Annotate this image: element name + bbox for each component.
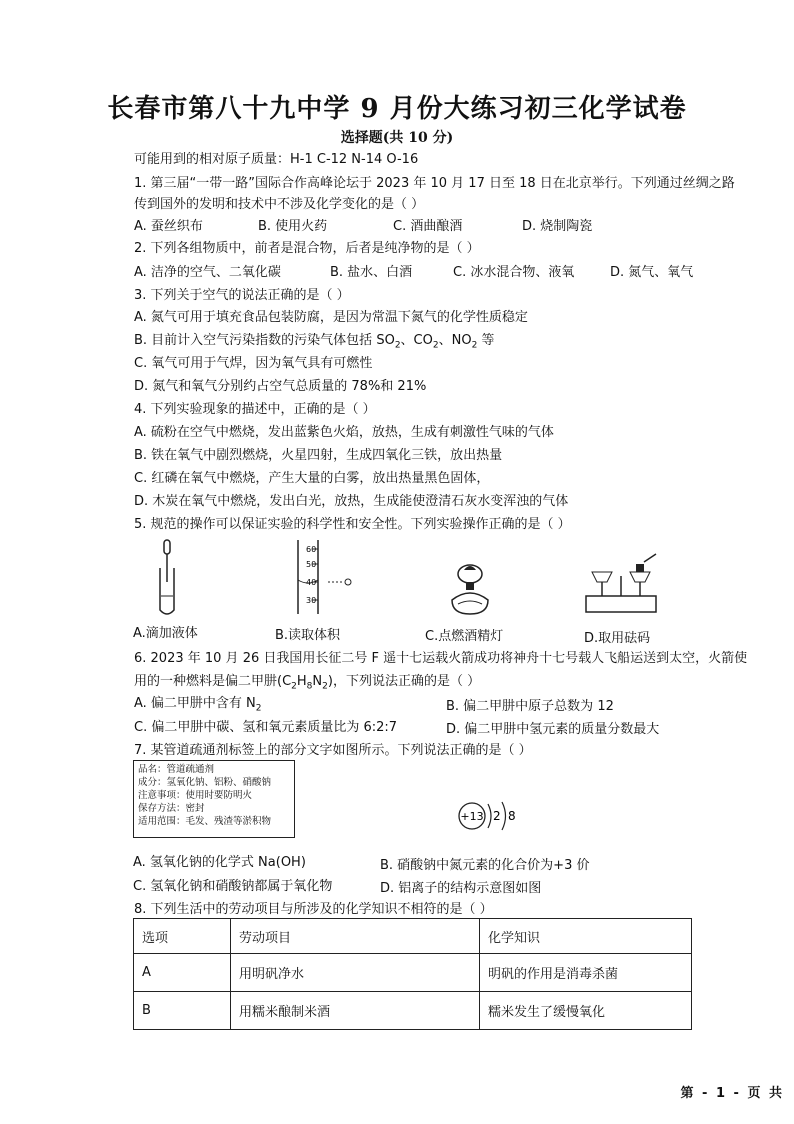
table-header-cell: 化学知识 bbox=[480, 919, 692, 954]
table-row bbox=[134, 992, 692, 1030]
label-line-storage: 保存方法：密封 bbox=[138, 803, 205, 814]
q7-option-a: A. 氢氧化钠的化学式 Na(OH) bbox=[133, 855, 306, 870]
cylinder-tick-40: 40 bbox=[306, 578, 317, 587]
table-row bbox=[134, 954, 692, 992]
q7-option-c: C. 氢氧化钠和硝酸钠都属于氧化物 bbox=[133, 879, 333, 894]
q4-option-b: B. 铁在氧气中剧烈燃烧，火星四射，生成四氧化三铁，放出热量 bbox=[134, 448, 503, 463]
label-line-caution: 注意事项：使用时要防明火 bbox=[138, 790, 253, 801]
q3-stem: 3. 下列关于空气的说法正确的是（ ） bbox=[134, 288, 350, 303]
q3-option-b: B. 目前计入空气污染指数的污染气体包括 $SO_2$、$CO_2$、$NO_2$ 等 bbox=[134, 333, 495, 351]
table-cell: 明矾的作用是消毒杀菌 bbox=[480, 954, 692, 992]
q3-option-a: A. 氮气可用于填充食品包装防腐，是因为常温下氮气的化学性质稳定 bbox=[134, 310, 528, 325]
graduated-cylinder-illustration bbox=[290, 538, 370, 618]
alcohol-lamp-illustration bbox=[440, 556, 500, 620]
q2-stem: 2. 下列各组物质中，前者是混合物，后者是纯净物的是（ ） bbox=[134, 241, 480, 256]
q1-option-c: C. 酒曲酿酒 bbox=[393, 219, 463, 234]
table-cell: 用糯米酿制米酒 bbox=[231, 992, 480, 1030]
exam-title: 长春市第八十九中学 9 月份大练习初三化学试卷 bbox=[107, 94, 687, 124]
q1-option-a: A. 蚕丝织布 bbox=[134, 219, 203, 234]
q5-option-c: C.点燃酒精灯 bbox=[425, 629, 504, 644]
q5-option-b: B.读取体积 bbox=[275, 628, 341, 643]
q1-option-d: D. 烧制陶瓷 bbox=[522, 219, 593, 234]
q4-option-a: A. 硫粉在空气中燃烧，发出蓝紫色火焰，放热，生成有刺激性气味的气体 bbox=[134, 425, 554, 440]
q1-stem-line1: 1. 第三届“一带一路”国际合作高峰论坛于 2023 年 10 月 17 日至 18 日在北京举行。下列通过丝绸之路 bbox=[134, 176, 735, 191]
q7-stem: 7. 某管道疏通剂标签上的部分文字如图所示。下列说法正确的是（ ） bbox=[134, 743, 532, 758]
label-line-ingredients: 成分：氢氧化钠、铝粉、硝酸钠 bbox=[138, 777, 272, 788]
q6-stem-line1: 6. 2023 年 10 月 26 日我国用长征二号 F 遥十七运载火箭成功将神舟十七号载人飞船运送到太空，火箭使 bbox=[134, 651, 748, 666]
table-header-cell: 劳动项目 bbox=[231, 919, 480, 954]
q6-option-c: C. 偏二甲肼中碳、氢和氧元素质量比为 6:2:7 bbox=[134, 720, 398, 735]
q3-option-d: D. 氮气和氧气分别约占空气总质量的 78%和 21% bbox=[134, 379, 427, 394]
q4-stem: 4. 下列实验现象的描述中，正确的是（ ） bbox=[134, 402, 376, 417]
q2-option-b: B. 盐水、白酒 bbox=[330, 265, 413, 280]
cylinder-tick-60: 60 bbox=[306, 545, 317, 554]
atomic-masses: 可能用到的相对原子质量：H-1 C-12 N-14 O-16 bbox=[134, 152, 419, 167]
q3-option-c: C. 氧气可用于气焊，因为氧气具有可燃性 bbox=[134, 356, 373, 371]
ion-shell-2: 8 bbox=[508, 809, 516, 823]
q6-option-b: B. 偏二甲肼中原子总数为 12 bbox=[446, 699, 614, 714]
table-cell: 糯米发生了缓慢氧化 bbox=[480, 992, 692, 1030]
q2-option-c: C. 冰水混合物、液氧 bbox=[453, 265, 575, 280]
q1-stem-line2: 传到国外的发明和技术中不涉及化学变化的是（ ） bbox=[134, 197, 425, 212]
table-header-cell: 选项 bbox=[134, 919, 231, 954]
q1-option-b: B. 使用火药 bbox=[258, 219, 328, 234]
q5-option-d: D.取用砝码 bbox=[584, 631, 651, 646]
q6-option-d: D. 偏二甲肼中氢元素的质量分数最大 bbox=[446, 722, 660, 737]
cylinder-tick-50: 50 bbox=[306, 560, 317, 569]
page-number: 第 - 1 - 页 共 bbox=[680, 1086, 784, 1101]
aluminum-ion-structure-diagram bbox=[452, 796, 532, 836]
ion-shell-1: 2 bbox=[493, 809, 501, 823]
q8-table bbox=[133, 918, 692, 1030]
ion-nucleus-charge: +13 bbox=[460, 810, 484, 823]
q4-option-d: D. 木炭在氧气中燃烧，发出白光，放热，生成能使澄清石灰水变浑浊的气体 bbox=[134, 494, 569, 509]
q7-option-b: B. 硝酸钠中氮元素的化合价为+3 价 bbox=[380, 858, 590, 873]
label-line-name: 品名：管道疏通剂 bbox=[138, 764, 215, 775]
q7-option-d: D. 铝离子的结构示意图如图 bbox=[380, 881, 542, 896]
q5-stem: 5. 规范的操作可以保证实验的科学性和安全性。下列实验操作正确的是（ ） bbox=[134, 517, 571, 532]
table-header-row bbox=[134, 919, 692, 954]
q2-option-d: D. 氮气、氧气 bbox=[610, 265, 694, 280]
q6-stem-line2: 用的一种燃料是偏二甲肼$(C_2H_8N_2)$，下列说法正确的是（ ） bbox=[134, 674, 481, 692]
product-label-box bbox=[133, 760, 295, 838]
q6-option-a: A. 偏二甲肼中含有 $N_2$ bbox=[134, 696, 262, 714]
dropper-test-tube-illustration bbox=[150, 538, 190, 618]
balance-scale-illustration bbox=[582, 552, 660, 618]
section-title: 选择题(共 10 分) bbox=[340, 130, 454, 146]
q2-option-a: A. 洁净的空气、二氧化碳 bbox=[134, 265, 281, 280]
table-cell: B bbox=[134, 992, 231, 1030]
q8-stem: 8. 下列生活中的劳动项目与所涉及的化学知识不相符的是（ ） bbox=[134, 902, 493, 917]
label-line-scope: 适用范围：毛发、残渣等淤积物 bbox=[138, 816, 272, 827]
q5-option-a: A.滴加液体 bbox=[133, 626, 198, 641]
table-cell: A bbox=[134, 954, 231, 992]
cylinder-tick-30: 30 bbox=[306, 596, 317, 605]
q4-option-c: C. 红磷在氧气中燃烧，产生大量的白雾，放出热量黑色固体， bbox=[134, 471, 490, 486]
table-cell: 用明矾净水 bbox=[231, 954, 480, 992]
